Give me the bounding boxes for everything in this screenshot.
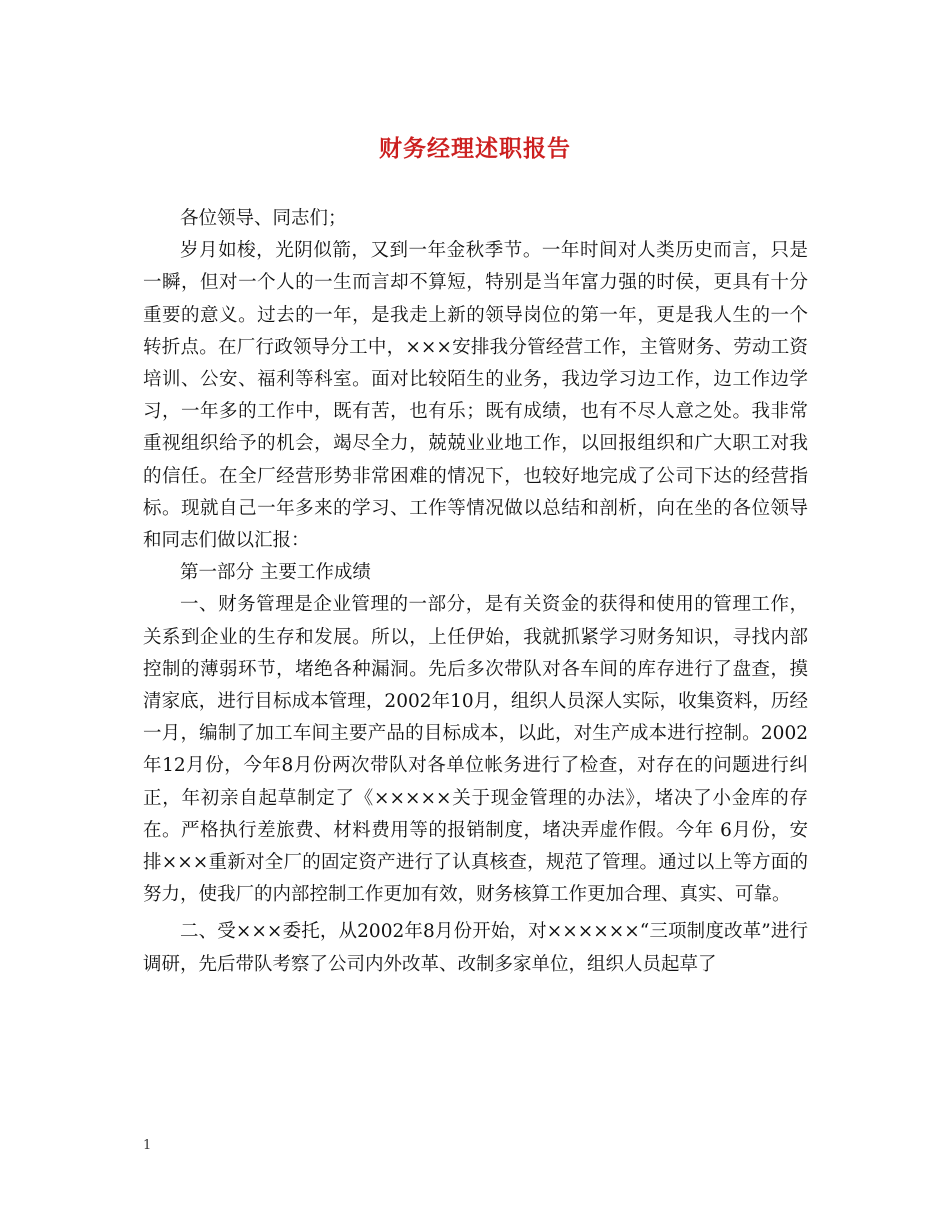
finance-management-paragraph: 一、财务管理是企业管理的一部分，是有关资金的获得和使用的管理工作，关系到企业的生存和发展。所以，上任伊始，我就抓紧学习财务知识，寻找内部控制的薄弱环节，堵绝各种漏洞。先后多次带队对各车间的库存进行了盘查，摸清家底，进行目标成本管理，2002年10月，组织人员深人实际，收集资料，历经一月，编制了加工车间主要产品的目标成本，以此，对生产成本进行控制。2002年12月份，今年8月份两次带队对各单位帐务进行了检查，对存在的问题进行纠正，年初亲自起草制定了《×××××关于现金管理的办法》，堵决了小金库的存在。严格执行差旅费、材料费用等的报销制度，堵决弄虚作假。今年 6月份，安排×××重新对全厂的固定资产进行了认真核查，规范了管理。通过以上等方面的努力，使我厂的内部控制工作更加有效，财务核算工作更加合理、真实、可靠。 xyxy=(143,594,808,906)
document-body xyxy=(143,203,808,981)
salutation-paragraph: 各位领导、同志们； xyxy=(180,208,347,229)
section-heading: 第一部分 主要工作成绩 xyxy=(180,562,371,584)
intro-paragraph: 岁月如梭，光阴似箭，又到一年金秋季节。一年时间对人类历史而言，只是一瞬，但对一个人的一生而言却不算短，特别是当年富力强的时侯，更具有十分重要的意义。过去的一年，是我走上新的领导岗位的第一年，更是我人生的一个转折点。在厂行政领导分工中，×××安排我分管经营工作，主管财务、劳动工资培训、公安、福利等科室。面对比较陌生的业务，我边学习边工作，边工作边学习，一年多的工作中，既有苦，也有乐；既有成绩，也有不尽人意之处。我非常重视组织给予的机会，竭尽全力，兢兢业业地工作，以回报组织和广大职工对我的信任。在全厂经营形势非常困难的情况下，也较好地完成了公司下达的经营指标。现就自己一年多来的学习、工作等情况做以总结和剖析，向在坐的各位领导和同志们做以汇报： xyxy=(143,240,808,552)
reform-paragraph: 二、受×××委托，从2002年8月份开始，对××××××“三项制度改革”进行调研，先后带队考察了公司内外改革、改制多家单位，组织人员起草了 xyxy=(143,921,808,975)
page-number: 1 xyxy=(143,1138,152,1153)
document-title: 财务经理述职报告 xyxy=(379,135,571,162)
